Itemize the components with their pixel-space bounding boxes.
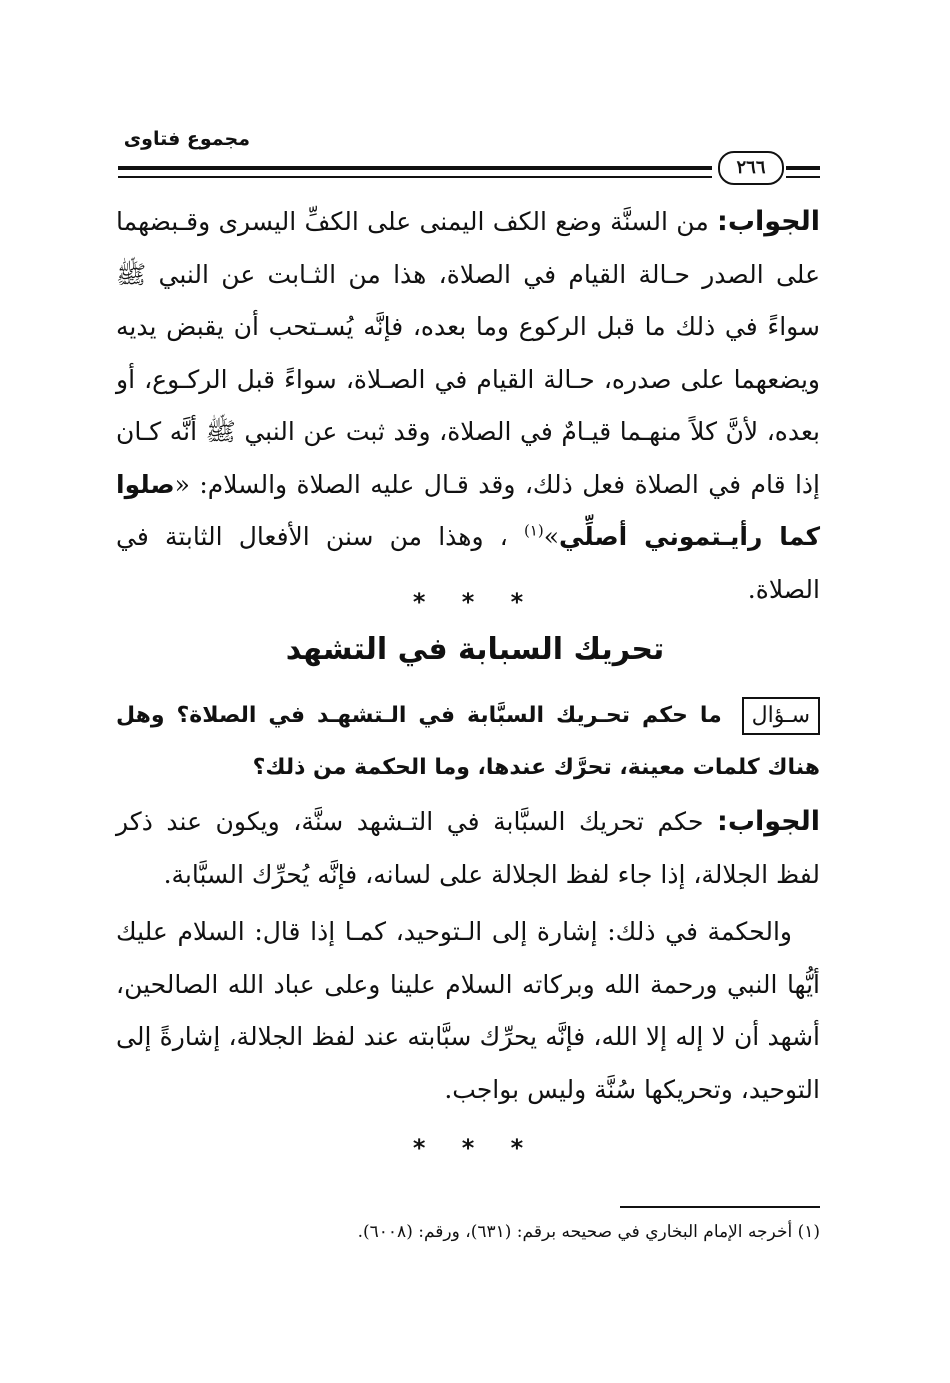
page-number: ٢٦٦ bbox=[718, 151, 784, 185]
answer-paragraph-3 bbox=[116, 906, 820, 1116]
question-text: ما حكم تحـريك السبَّابة في الـتشهـد في الصلاة؟ وهل هناك كلمات معينة، تحرَّك عندها، وما الحكمة من ذلك؟ bbox=[116, 703, 820, 780]
question-paragraph bbox=[116, 690, 820, 794]
section-separator-2: * * * bbox=[412, 1134, 538, 1162]
header-rule bbox=[118, 166, 712, 178]
header-rule-short bbox=[786, 166, 820, 178]
section-heading: تحريك السبابة في التشهد bbox=[285, 632, 665, 667]
answer-label: الجواب: bbox=[717, 806, 820, 837]
quote-close: » bbox=[543, 522, 560, 551]
footnote-reference: (١) bbox=[523, 521, 544, 540]
answer-text: حكم تحريك السبَّابة في التـشهد سنَّة، ويكون عند ذكر لفظ الجلالة، إذا جاء لفظ الجلالة على لسانه، فإنَّه يُحرِّك السبَّابة. bbox=[116, 807, 820, 889]
answer-closing: ، وهذا من سنن الأفعال الثابتة في الصلاة. bbox=[116, 522, 820, 604]
footnote-rule bbox=[620, 1206, 820, 1208]
hadith-quote: صلوا كما رأيـتموني أصلِّي bbox=[116, 469, 820, 551]
section-separator: * * * bbox=[412, 588, 538, 616]
answer-label: الجواب: bbox=[717, 206, 820, 237]
answer-paragraph-2 bbox=[116, 796, 820, 901]
running-header-title: مجموع فتاوى bbox=[123, 128, 250, 150]
answer-paragraph-1 bbox=[116, 196, 820, 616]
answer-text: والحكمة في ذلك: إشارة إلى الـتوحيد، كمـا إذا قال: السلام عليك أيُّها النبي ورحمة الله وبركاته السلام علينا وعلى عباد الله الصالحين، أشهد أن لا إله إلا الله، فإنَّه يحرِّك سبَّابته عند لفظ الجلالة، إشارةً إلى التوحيد، وتحريكها سُنَّة وليس بواجب. bbox=[116, 917, 820, 1104]
question-label-box: سـؤال bbox=[742, 697, 820, 735]
footnote: (١) أخرجه الإمام البخاري في صحيحه برقم: (٦٣١)، ورقم: (٦٠٠٨). bbox=[357, 1222, 820, 1242]
answer-text: من السنَّة وضع الكف اليمنى على الكفِّ اليسرى وقـبضهما على الصدر حـالة القيام في الصلاة، هذا من الثـابت عن النبي ﷺ سواءً في ذلك ما قبل الركوع وما بعده، فإنَّه يُسـتحب أن يقبض يديه ويضعهما على صدره، حـالة القيام في الصـلاة، سواءً قبل الركـوع، أو بعده، لأنَّ كلاً منهـما قيـامٌ في الصلاة، وقد ثبت عن النبي ﷺ أنَّه كـان إذا قام في الصلاة فعل ذلك، وقد قـال عليه الصلاة والسلام: « bbox=[116, 207, 820, 499]
